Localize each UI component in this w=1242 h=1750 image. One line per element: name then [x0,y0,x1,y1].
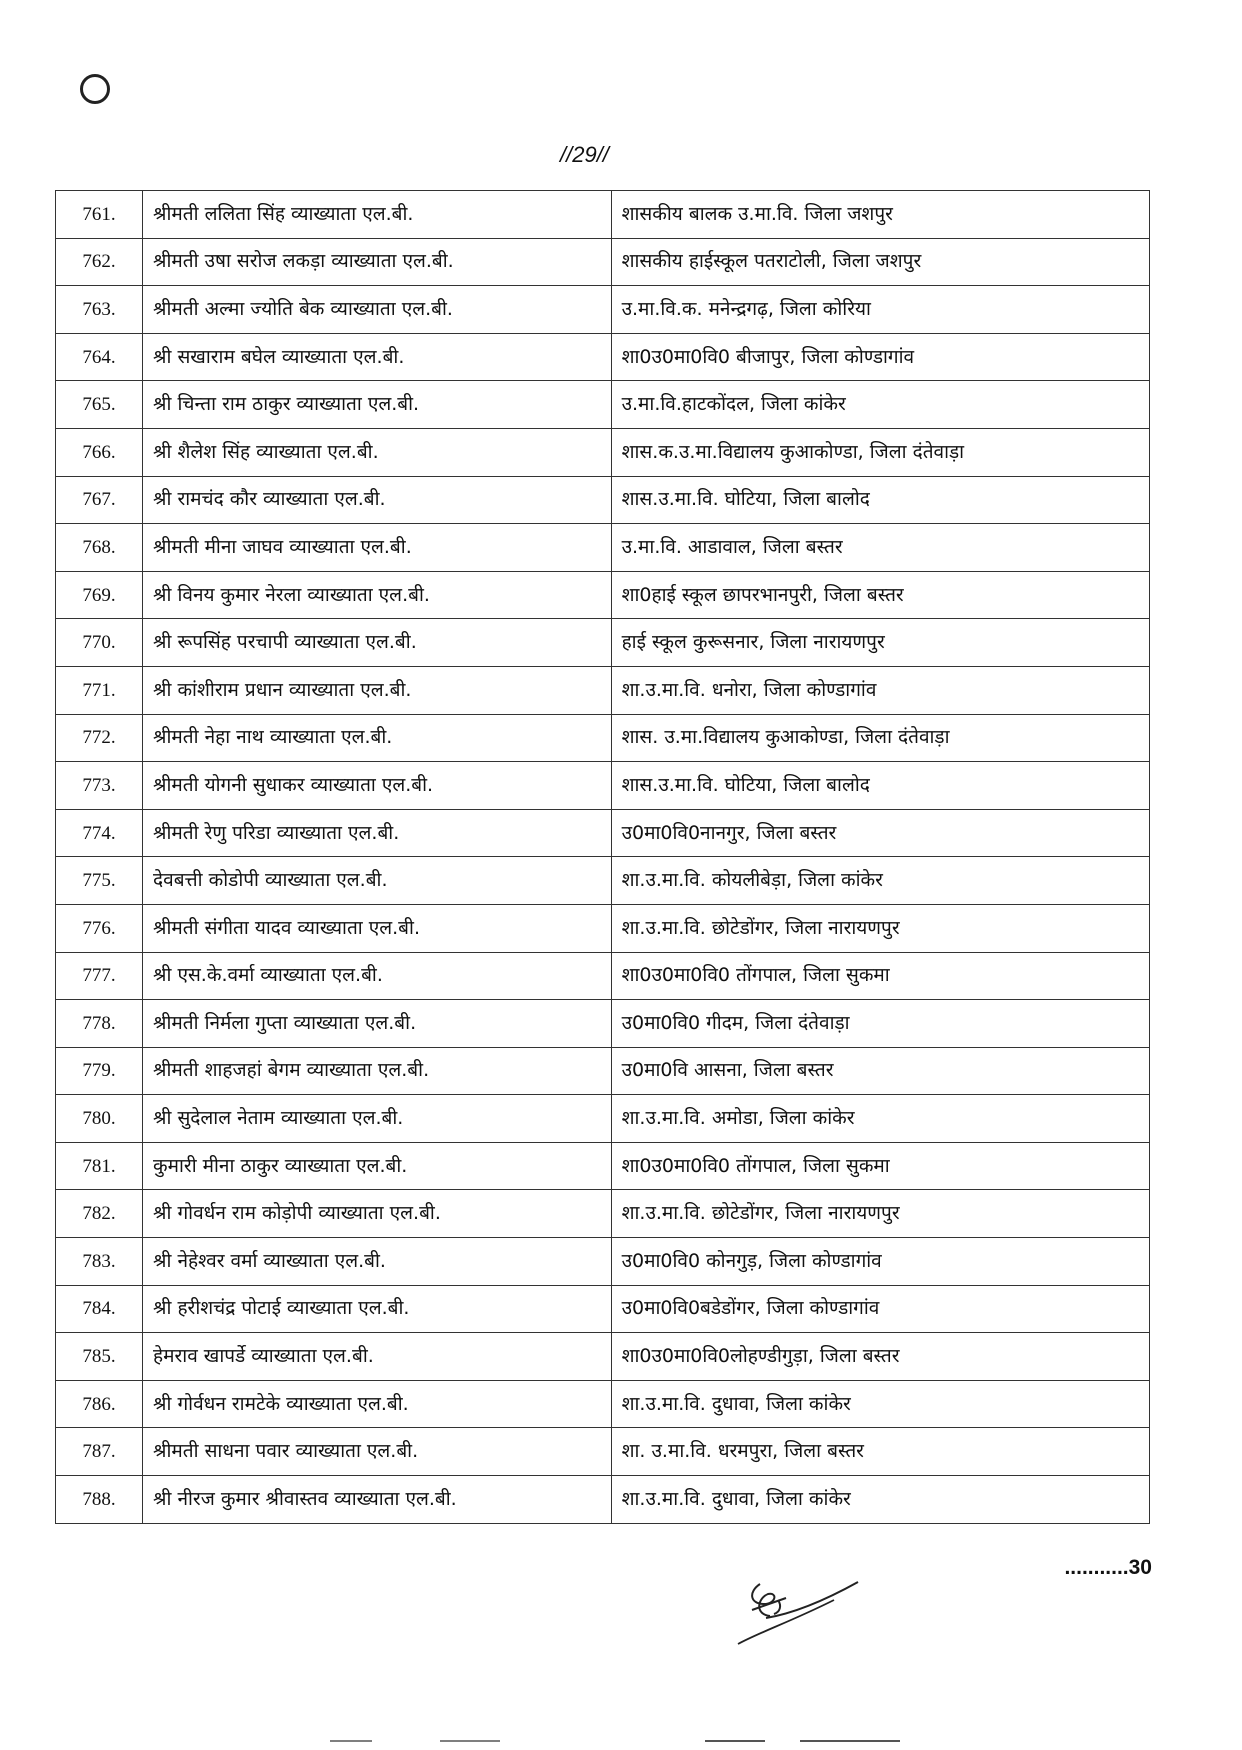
serial-number-cell: 785. [56,1333,143,1381]
serial-number-cell: 766. [56,428,143,476]
school-district-cell: उ.मा.वि. आडावाल, जिला बस्तर [611,524,1149,572]
serial-number-cell: 777. [56,952,143,1000]
table-row [56,762,1150,810]
school-district-cell: शा.उ.मा.वि. धनोरा, जिला कोण्डागांव [611,666,1149,714]
teacher-name-cell: श्री सुदेलाल नेताम व्याख्याता एल.बी. [143,1095,612,1143]
school-district-cell: शा.उ.मा.वि. दुधावा, जिला कांकेर [611,1380,1149,1428]
teacher-name-cell: श्रीमती संगीता यादव व्याख्याता एल.बी. [143,904,612,952]
serial-number-cell: 768. [56,524,143,572]
teacher-name-cell: श्री चिन्ता राम ठाकुर व्याख्याता एल.बी. [143,381,612,429]
serial-number-cell: 781. [56,1142,143,1190]
teacher-name-cell: श्रीमती उषा सरोज लकड़ा व्याख्याता एल.बी. [143,238,612,286]
serial-number-cell: 782. [56,1190,143,1238]
table-row [56,666,1150,714]
table-row [56,1476,1150,1524]
serial-number-cell: 775. [56,857,143,905]
teacher-name-cell: श्री विनय कुमार नेरला व्याख्याता एल.बी. [143,571,612,619]
footer-marks [0,1738,1242,1744]
table-row [56,809,1150,857]
serial-number-cell: 770. [56,619,143,667]
serial-number-cell: 763. [56,286,143,334]
school-district-cell: शा0उ0मा0वि0 तोंगपाल, जिला सुकमा [611,1142,1149,1190]
serial-number-cell: 767. [56,476,143,524]
serial-number-cell: 772. [56,714,143,762]
school-district-cell: शास. उ.मा.विद्यालय कुआकोण्डा, जिला दंतेवाड़ा [611,714,1149,762]
serial-number-cell: 762. [56,238,143,286]
table-row [56,1000,1150,1048]
table-row [56,333,1150,381]
school-district-cell: शा0हाई स्कूल छापरभानपुरी, जिला बस्तर [611,571,1149,619]
teacher-name-cell: श्री शैलेश सिंह व्याख्याता एल.बी. [143,428,612,476]
serial-number-cell: 769. [56,571,143,619]
school-district-cell: उ0मा0वि0 कोनगुड़, जिला कोण्डागांव [611,1238,1149,1286]
continuation-marker: ...........30 [1064,1556,1152,1579]
school-district-cell: शा.उ.मा.वि. छोटेडोंगर, जिला नारायणपुर [611,1190,1149,1238]
serial-number-cell: 774. [56,809,143,857]
serial-number-cell: 771. [56,666,143,714]
serial-number-cell: 765. [56,381,143,429]
serial-number-cell: 761. [56,191,143,239]
teacher-name-cell: श्री सखाराम बघेल व्याख्याता एल.बी. [143,333,612,381]
teacher-name-cell: श्रीमती मीना जाघव व्याख्याता एल.बी. [143,524,612,572]
school-district-cell: शास.उ.मा.वि. घोटिया, जिला बालोद [611,762,1149,810]
serial-number-cell: 783. [56,1238,143,1286]
teacher-name-cell: श्रीमती निर्मला गुप्ता व्याख्याता एल.बी. [143,1000,612,1048]
transfer-list-table [55,190,1150,1524]
table-row [56,1380,1150,1428]
teacher-name-cell: कुमारी मीना ठाकुर व्याख्याता एल.बी. [143,1142,612,1190]
school-district-cell: शास.क.उ.मा.विद्यालय कुआकोण्डा, जिला दंतेवाड़ा [611,428,1149,476]
serial-number-cell: 786. [56,1380,143,1428]
teacher-name-cell: हेमराव खापर्डे व्याख्याता एल.बी. [143,1333,612,1381]
teacher-name-cell: श्री रूपसिंह परचापी व्याख्याता एल.बी. [143,619,612,667]
serial-number-cell: 780. [56,1095,143,1143]
table-row [56,1238,1150,1286]
teacher-name-cell: श्री गोवर्धन राम कोड़ोपी व्याख्याता एल.बी. [143,1190,612,1238]
school-district-cell: हाई स्कूल कुरूसनार, जिला नारायणपुर [611,619,1149,667]
teacher-name-cell: श्रीमती ललिता सिंह व्याख्याता एल.बी. [143,191,612,239]
table-row [56,524,1150,572]
table-row [56,428,1150,476]
table-row [56,238,1150,286]
table-row [56,1428,1150,1476]
table-row [56,476,1150,524]
school-district-cell: शा.उ.मा.वि. दुधावा, जिला कांकेर [611,1476,1149,1524]
serial-number-cell: 773. [56,762,143,810]
school-district-cell: उ0मा0वि0 गीदम, जिला दंतेवाड़ा [611,1000,1149,1048]
table-row [56,619,1150,667]
table-row [56,952,1150,1000]
school-district-cell: उ0मा0वि0नानगुर, जिला बस्तर [611,809,1149,857]
serial-number-cell: 776. [56,904,143,952]
teacher-name-cell: श्री रामचंद कौर व्याख्याता एल.बी. [143,476,612,524]
school-district-cell: शा0उ0मा0वि0लोहण्डीगुड़ा, जिला बस्तर [611,1333,1149,1381]
table-row [56,1142,1150,1190]
teacher-name-cell: श्री हरीशचंद्र पोटाई व्याख्याता एल.बी. [143,1285,612,1333]
teacher-name-cell: श्रीमती रेणु परिडा व्याख्याता एल.बी. [143,809,612,857]
school-district-cell: शास.उ.मा.वि. घोटिया, जिला बालोद [611,476,1149,524]
serial-number-cell: 778. [56,1000,143,1048]
table-row [56,1190,1150,1238]
table-row [56,1047,1150,1095]
school-district-cell: उ0मा0वि आसना, जिला बस्तर [611,1047,1149,1095]
teacher-name-cell: श्री एस.के.वर्मा व्याख्याता एल.बी. [143,952,612,1000]
table-row [56,1333,1150,1381]
serial-number-cell: 764. [56,333,143,381]
table-row [56,286,1150,334]
table-row [56,1285,1150,1333]
school-district-cell: उ0मा0वि0बडेडोंगर, जिला कोण्डागांव [611,1285,1149,1333]
signature-icon [730,1574,860,1649]
school-district-cell: शा.उ.मा.वि. छोटेडोंगर, जिला नारायणपुर [611,904,1149,952]
table-row [56,1095,1150,1143]
school-district-cell: शासकीय हाईस्कूल पतराटोली, जिला जशपुर [611,238,1149,286]
teacher-name-cell: श्री गोर्वधन रामटेके व्याख्याता एल.बी. [143,1380,612,1428]
teacher-name-cell: श्रीमती साधना पवार व्याख्याता एल.बी. [143,1428,612,1476]
page-marker: //29// [560,142,609,167]
table-body [56,191,1150,1524]
serial-number-cell: 788. [56,1476,143,1524]
teacher-name-cell: श्रीमती अल्मा ज्योति बेक व्याख्याता एल.बी. [143,286,612,334]
school-district-cell: उ.मा.वि.हाटकोंदल, जिला कांकेर [611,381,1149,429]
table-row [56,381,1150,429]
teacher-name-cell: श्रीमती योगनी सुधाकर व्याख्याता एल.बी. [143,762,612,810]
table-row [56,714,1150,762]
school-district-cell: शा0उ0मा0वि0 तोंगपाल, जिला सुकमा [611,952,1149,1000]
table-row [56,191,1150,239]
serial-number-cell: 784. [56,1285,143,1333]
school-district-cell: शासकीय बालक उ.मा.वि. जिला जशपुर [611,191,1149,239]
school-district-cell: शा.उ.मा.वि. कोयलीबेड़ा, जिला कांकेर [611,857,1149,905]
school-district-cell: शा. उ.मा.वि. धरमपुरा, जिला बस्तर [611,1428,1149,1476]
school-district-cell: शा0उ0मा0वि0 बीजापुर, जिला कोण्डागांव [611,333,1149,381]
teacher-name-cell: श्री नीरज कुमार श्रीवास्तव व्याख्याता एल.बी. [143,1476,612,1524]
school-district-cell: उ.मा.वि.क. मनेन्द्रगढ़, जिला कोरिया [611,286,1149,334]
punch-hole-icon [80,74,110,104]
table-row [56,904,1150,952]
table-row [56,857,1150,905]
teacher-name-cell: श्री कांशीराम प्रधान व्याख्याता एल.बी. [143,666,612,714]
teacher-name-cell: श्रीमती नेहा नाथ व्याख्याता एल.बी. [143,714,612,762]
school-district-cell: शा.उ.मा.वि. अमोडा, जिला कांकेर [611,1095,1149,1143]
serial-number-cell: 779. [56,1047,143,1095]
teacher-name-cell: श्री नेहेश्वर वर्मा व्याख्याता एल.बी. [143,1238,612,1286]
serial-number-cell: 787. [56,1428,143,1476]
table-row [56,571,1150,619]
teacher-name-cell: श्रीमती शाहजहां बेगम व्याख्याता एल.बी. [143,1047,612,1095]
teacher-name-cell: देवबत्ती कोडोपी व्याख्याता एल.बी. [143,857,612,905]
